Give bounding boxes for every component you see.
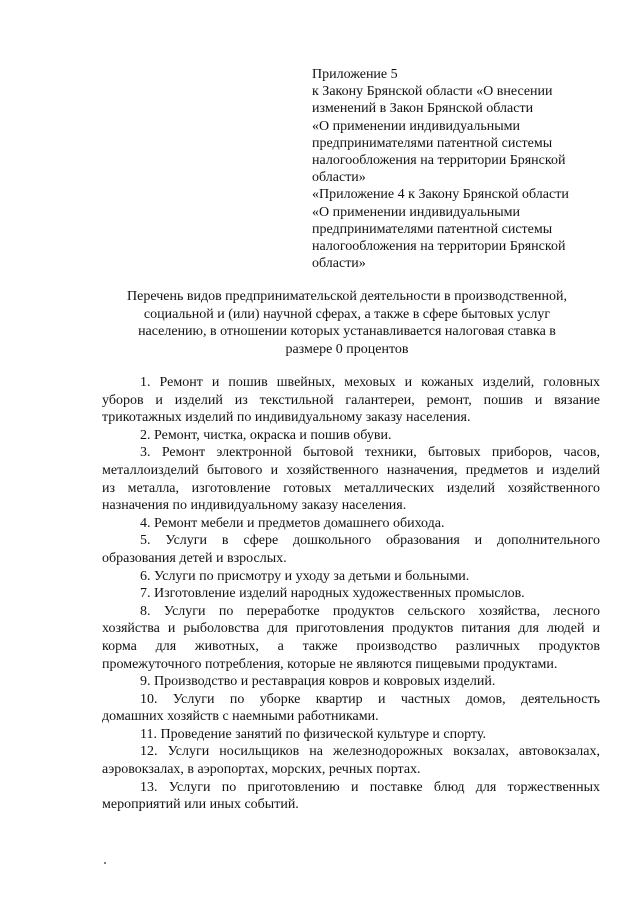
service-item [102,673,600,691]
document-title-line: социальной и (или) научной сферах, а также в сфере бытовых услуг [143,306,551,322]
appendix-header-line: налогообложения на территории Брянской [312,239,566,255]
service-item-line: 9. Производство и реставрация ковров и ковровых изделий. [140,674,496,690]
service-item-line: 5. Услуги в сфере дошкольного образования и дополнительного [140,533,600,549]
service-item-line: трикотажных изделий по индивидуальному заказу населения. [102,410,471,426]
appendix-header-line: налогообложения на территории Брянской [312,153,566,169]
appendix-header-line: к Закону Брянской области «О внесении [312,84,553,100]
appendix-header [312,66,612,272]
service-item-line: из металла, изготовление готовых металлических изделий хозяйственного [102,480,600,496]
service-item-line: 10. Услуги по уборке квартир и частных домов, деятельность [140,691,600,707]
service-item-line: 2. Ремонт, чистка, окраска и пошив обуви. [140,427,392,443]
service-item [102,515,600,533]
service-item-line: промежуточного потребления, которые не являются пищевыми продуктами. [102,656,558,672]
service-item [102,532,600,567]
appendix-header-line: Приложение 5 [312,67,398,82]
service-item-line: уборов и изделий из текстильной галантереи, ремонт, пошив и вязание [102,392,600,408]
service-item-line: 8. Услуги по переработке продуктов сельского хозяйства, лесного [140,603,600,619]
appendix-header-line: предпринимателями патентной системы [312,135,553,151]
service-item-line: 7. Изготовление изделий народных художественных промыслов. [140,586,525,602]
document-title-line: размере 0 процентов [285,341,409,357]
service-item-line: 6. Услуги по присмотру и уходу за детьми и больными. [140,568,470,584]
service-item [102,691,600,726]
service-item [102,603,600,673]
scan-speck [104,862,106,864]
service-item [102,585,600,603]
service-item [102,427,600,445]
service-item-line: корма для животных, а также производство различных продуктов [102,638,600,654]
service-item-line: мероприятий или иных событий. [102,797,299,813]
service-item-line: 13. Услуги по приготовлению и поставке блюд для торжественных [140,779,600,795]
appendix-header-line: «О применении индивидуальными [312,204,520,220]
appendix-header-line: «Приложение 4 к Закону Брянской области [312,187,569,203]
service-item [102,779,600,814]
service-item-line: домашних хозяйств с наемными работниками. [102,709,379,725]
service-item [102,444,600,514]
service-item-line: 4. Ремонт мебели и предметов домашнего обихода. [140,515,445,531]
service-item-line: 1. Ремонт и пошив швейных, меховых и кожаных изделий, головных [140,375,600,390]
service-item-line: 3. Ремонт электронной бытовой техники, бытовых приборов, часов, [140,445,600,461]
services-list [102,374,600,814]
service-item-line: 12. Услуги носильщиков на железнодорожных вокзалах, автовокзалах, [140,744,600,760]
service-item [102,374,600,427]
service-item [102,726,600,744]
document-title [96,288,598,358]
service-item-line: металлоизделий бытового и хозяйственного назначения, предметов и изделий [102,462,600,478]
service-item-line: назначения по индивидуальному заказу населения. [102,498,407,514]
service-item [102,743,600,778]
service-item-line: хозяйства и рыболовства для приготовления продуктов питания для людей и [102,621,600,637]
appendix-header-line: области» [312,170,366,186]
appendix-header-line: предпринимателями патентной системы [312,221,553,237]
service-item-line: аэровокзалах, в аэропортах, морских, речных портах. [102,762,421,778]
document-title-line: Перечень видов предпринимательской деятельности в производственной, [127,289,567,304]
appendix-header-line: изменений в Закон Брянской области [312,101,534,117]
service-item-line: образования детей и взрослых. [102,550,287,566]
appendix-header-line: области» [312,256,366,272]
document-title-line: населению, в отношении которых устанавливается налоговая ставка в [138,324,556,340]
service-item [102,568,600,586]
service-item-line: 11. Проведение занятий по физической культуре и спорту. [140,726,486,742]
appendix-header-line: «О применении индивидуальными [312,118,520,134]
